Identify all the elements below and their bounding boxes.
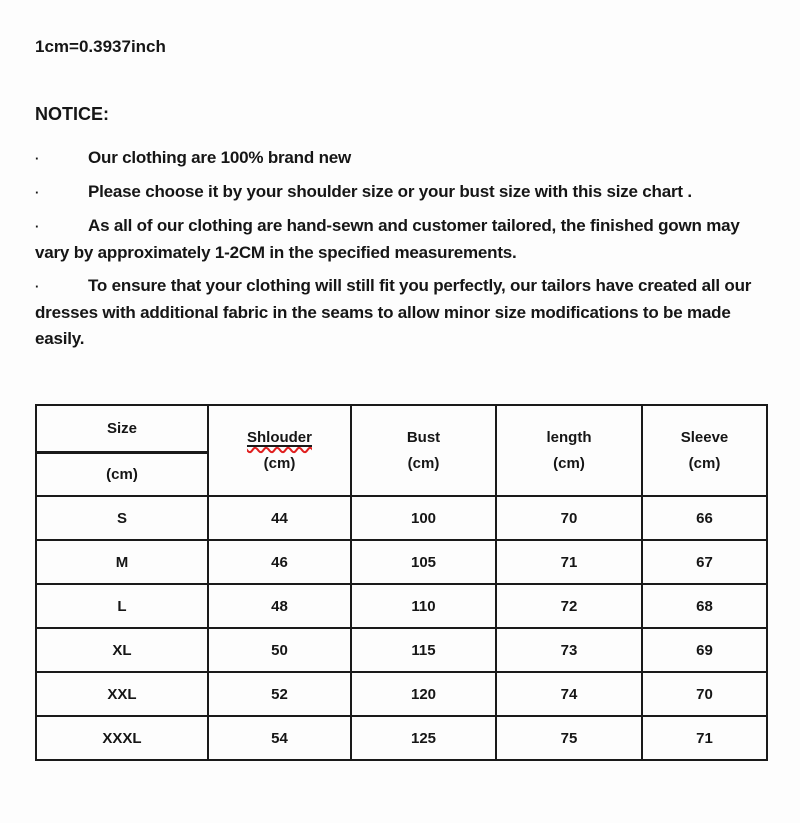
size-chart-table: [35, 404, 768, 761]
shoulder-cell: 48: [208, 584, 351, 628]
bullet-dot: ·: [35, 219, 40, 234]
size-cell: M: [36, 540, 208, 584]
sleeve-cell: 66: [642, 496, 767, 540]
bust-cell: 105: [351, 540, 496, 584]
bust-cell: 110: [351, 584, 496, 628]
notice-item: [35, 213, 765, 266]
sleeve-cell: 69: [642, 628, 767, 672]
size-cell: S: [36, 496, 208, 540]
header-size-cell: [36, 405, 208, 496]
table-row-xxl: [36, 672, 767, 716]
notice-text: As all of our clothing are hand-sewn and customer tailored, the finished gown may vary by approximately 1-2CM in the specified measurements.: [35, 216, 740, 262]
size-cell: XXL: [36, 672, 208, 716]
bullet-dot: ·: [35, 279, 40, 294]
notice-item: [35, 145, 765, 172]
size-chart-body: [36, 496, 767, 760]
notice-item: [35, 273, 765, 352]
length-cell: 72: [496, 584, 642, 628]
bust-cell: 125: [351, 716, 496, 760]
length-cell: 70: [496, 496, 642, 540]
bust-header-unit: (cm): [407, 454, 440, 472]
size-header-unit: (cm): [106, 466, 138, 483]
size-cell: XXXL: [36, 716, 208, 760]
header-row: [36, 405, 767, 496]
shoulder-cell: 44: [208, 496, 351, 540]
table-row-xl: [36, 628, 767, 672]
header-sleeve-cell: [642, 405, 767, 496]
shoulder-header-label: Shlouder: [246, 428, 312, 446]
table-row-l: [36, 584, 767, 628]
sleeve-cell: 70: [642, 672, 767, 716]
shoulder-cell: 46: [208, 540, 351, 584]
shoulder-cell: 50: [208, 628, 351, 672]
sleeve-cell: 71: [642, 716, 767, 760]
conversion-note: 1cm=0.3937inch: [35, 37, 166, 56]
header-shoulder-cell: [208, 405, 351, 496]
bullet-dot: ·: [35, 185, 40, 200]
notice-text: Our clothing are 100% brand new: [88, 148, 352, 167]
size-cell: L: [36, 584, 208, 628]
length-cell: 74: [496, 672, 642, 716]
size-header-label: Size: [37, 406, 207, 454]
sleeve-header-label: Sleeve: [680, 428, 729, 446]
table-row-s: [36, 496, 767, 540]
bullet-dot: ·: [35, 151, 40, 166]
length-header-label: length: [546, 428, 592, 446]
header-bust-cell: [351, 405, 496, 496]
length-cell: 71: [496, 540, 642, 584]
sleeve-header-unit: (cm): [688, 454, 721, 472]
notice-text: To ensure that your clothing will still fit you perfectly, our tailors have created all our dresses with additional fabric in the seams to allow minor size modifications to be made easily.: [35, 276, 752, 348]
sleeve-cell: 67: [642, 540, 767, 584]
notice-list: [35, 145, 765, 352]
header-length-cell: [496, 405, 642, 496]
size-chart-header: [36, 405, 767, 496]
bust-cell: 115: [351, 628, 496, 672]
length-cell: 75: [496, 716, 642, 760]
bust-cell: 100: [351, 496, 496, 540]
table-row-xxxl: [36, 716, 767, 760]
bust-cell: 120: [351, 672, 496, 716]
length-cell: 73: [496, 628, 642, 672]
spell-check-squiggle: [247, 429, 312, 446]
shoulder-header-unit: (cm): [263, 454, 296, 472]
length-header-unit: (cm): [553, 454, 585, 472]
bust-header-label: Bust: [406, 428, 441, 446]
notice-title: NOTICE:: [35, 104, 109, 124]
table-row-m: [36, 540, 767, 584]
sleeve-cell: 68: [642, 584, 767, 628]
size-cell: XL: [36, 628, 208, 672]
shoulder-cell: 54: [208, 716, 351, 760]
shoulder-cell: 52: [208, 672, 351, 716]
notice-item: [35, 179, 765, 206]
notice-text: Please choose it by your shoulder size or your bust size with this size chart .: [88, 182, 692, 201]
